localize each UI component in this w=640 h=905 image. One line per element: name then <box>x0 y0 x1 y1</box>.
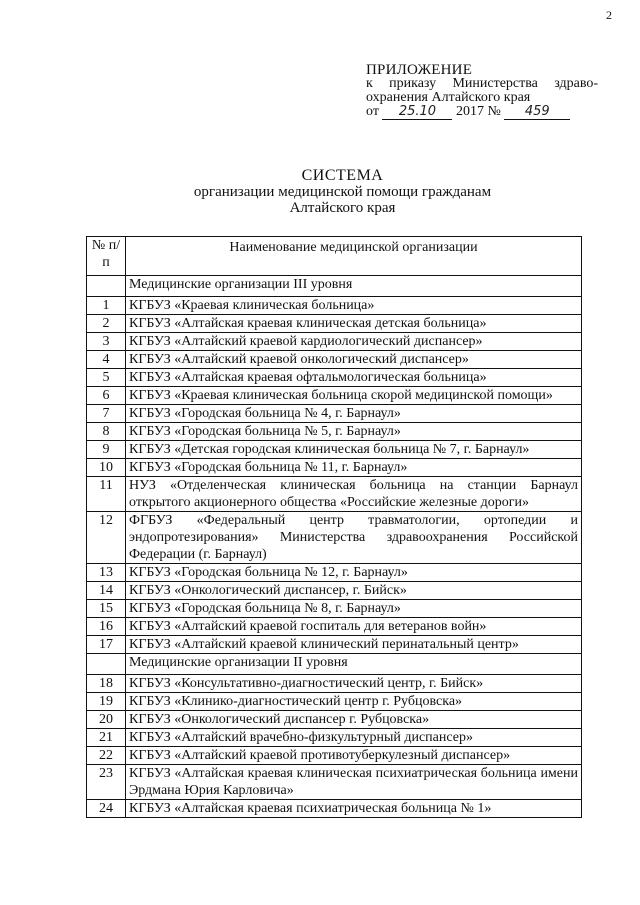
row-number: 1 <box>87 297 126 315</box>
organization-name: КГБУЗ «Городская больница № 11, г. Барнаул» <box>126 459 582 477</box>
organization-name: КГБУЗ «Алтайский краевой клинический перинатальный центр» <box>126 636 582 654</box>
row-number: 3 <box>87 333 126 351</box>
row-number: 21 <box>87 729 126 747</box>
row-number: 7 <box>87 405 126 423</box>
row-number: 6 <box>87 387 126 405</box>
organization-name: КГБУЗ «Алтайская краевая клиническая психиатрическая больница имени Эрдмана Юрия Карловича» <box>126 765 582 800</box>
table-row <box>87 564 582 582</box>
section-num-cell <box>87 276 126 297</box>
order-number: 459 <box>504 105 570 120</box>
organization-name: КГБУЗ «Алтайский врачебно-физкультурный диспансер» <box>126 729 582 747</box>
section-row <box>87 276 582 297</box>
table-row <box>87 618 582 636</box>
row-number: 23 <box>87 765 126 800</box>
document-subtitle-2: Алтайского края <box>289 200 396 216</box>
section-label: Медицинские организации III уровня <box>126 276 582 297</box>
organization-name: КГБУЗ «Онкологический диспансер, г. Бийск» <box>126 582 582 600</box>
organization-name: КГБУЗ «Городская больница № 4, г. Барнаул» <box>126 405 582 423</box>
organization-name: ФГБУЗ «Федеральный центр травматологии, ортопедии и эндопротезирования» Министерства здравоохранения Российской Федерации (г. Барнаул) <box>126 512 582 564</box>
order-line <box>366 105 598 120</box>
section-num-cell <box>87 654 126 675</box>
row-number: 12 <box>87 512 126 564</box>
organization-name: КГБУЗ «Краевая клиническая больница скорой медицинской помощи» <box>126 387 582 405</box>
organization-name: КГБУЗ «Консультативно-диагностический центр, г. Бийск» <box>126 675 582 693</box>
table-row <box>87 333 582 351</box>
organization-name: КГБУЗ «Алтайский краевой госпиталь для ветеранов войн» <box>126 618 582 636</box>
order-date: 25.10 <box>382 105 452 120</box>
appendix-block <box>366 63 598 120</box>
page-number: 2 <box>606 8 612 22</box>
row-number: 20 <box>87 711 126 729</box>
document-subtitle-1: организации медицинской помощи гражданам <box>193 184 492 200</box>
table-row <box>87 747 582 765</box>
organizations-table <box>86 236 582 818</box>
table-row <box>87 351 582 369</box>
row-number: 15 <box>87 600 126 618</box>
organization-name: КГБУЗ «Алтайский краевой онкологический диспансер» <box>126 351 582 369</box>
appendix-line-2: охранения Алтайского края <box>366 90 531 105</box>
row-number: 10 <box>87 459 126 477</box>
table-row <box>87 636 582 654</box>
organization-name: КГБУЗ «Детская городская клиническая больница № 7, г. Барнаул» <box>126 441 582 459</box>
section-row <box>87 654 582 675</box>
header-num: № п/п <box>87 237 126 276</box>
row-number: 2 <box>87 315 126 333</box>
organization-name: КГБУЗ «Алтайская краевая клиническая детская больница» <box>126 315 582 333</box>
table-row <box>87 765 582 800</box>
order-prefix: от <box>366 104 379 119</box>
appendix-line-1: к приказу Министерства здраво- <box>366 76 598 91</box>
table-row <box>87 675 582 693</box>
table-row <box>87 387 582 405</box>
table-row <box>87 729 582 747</box>
section-label: Медицинские организации II уровня <box>126 654 582 675</box>
row-number: 8 <box>87 423 126 441</box>
table-row <box>87 800 582 818</box>
document-title-block <box>0 168 640 216</box>
table-row <box>87 369 582 387</box>
table-row <box>87 423 582 441</box>
row-number: 22 <box>87 747 126 765</box>
table-row <box>87 600 582 618</box>
organization-name: КГБУЗ «Алтайский краевой кардиологический диспансер» <box>126 333 582 351</box>
organization-name: КГБУЗ «Клинико-диагностический центр г. Рубцовска» <box>126 693 582 711</box>
appendix-heading: ПРИЛОЖЕНИЕ <box>366 62 473 78</box>
row-number: 14 <box>87 582 126 600</box>
row-number: 4 <box>87 351 126 369</box>
table-row <box>87 441 582 459</box>
header-name: Наименование медицинской организации <box>126 237 582 276</box>
organization-name: КГБУЗ «Алтайская краевая психиатрическая больница № 1» <box>126 800 582 818</box>
table-row <box>87 297 582 315</box>
table-row <box>87 459 582 477</box>
table-row <box>87 711 582 729</box>
table-row <box>87 315 582 333</box>
row-number: 18 <box>87 675 126 693</box>
row-number: 17 <box>87 636 126 654</box>
organization-name: КГБУЗ «Алтайская краевая офтальмологическая больница» <box>126 369 582 387</box>
table-row <box>87 582 582 600</box>
row-number: 19 <box>87 693 126 711</box>
organization-name: КГБУЗ «Городская больница № 8, г. Барнаул» <box>126 600 582 618</box>
table-body <box>87 276 582 818</box>
organization-name: КГБУЗ «Онкологический диспансер г. Рубцовска» <box>126 711 582 729</box>
row-number: 24 <box>87 800 126 818</box>
organization-name: НУЗ «Отделенческая клиническая больница на станции Барнаул открытого акционерного общества «Российские железные дороги» <box>126 477 582 512</box>
table-row <box>87 512 582 564</box>
order-year: 2017 № <box>455 104 501 119</box>
row-number: 9 <box>87 441 126 459</box>
organization-name: КГБУЗ «Городская больница № 12, г. Барнаул» <box>126 564 582 582</box>
row-number: 5 <box>87 369 126 387</box>
table-row <box>87 405 582 423</box>
document-title: СИСТЕМА <box>301 167 384 184</box>
row-number: 13 <box>87 564 126 582</box>
organization-name: КГБУЗ «Алтайский краевой противотуберкулезный диспансер» <box>126 747 582 765</box>
row-number: 16 <box>87 618 126 636</box>
row-number: 11 <box>87 477 126 512</box>
table-row <box>87 693 582 711</box>
table-header-row <box>87 237 582 276</box>
organization-name: КГБУЗ «Городская больница № 5, г. Барнаул» <box>126 423 582 441</box>
table-row <box>87 477 582 512</box>
organization-name: КГБУЗ «Краевая клиническая больница» <box>126 297 582 315</box>
